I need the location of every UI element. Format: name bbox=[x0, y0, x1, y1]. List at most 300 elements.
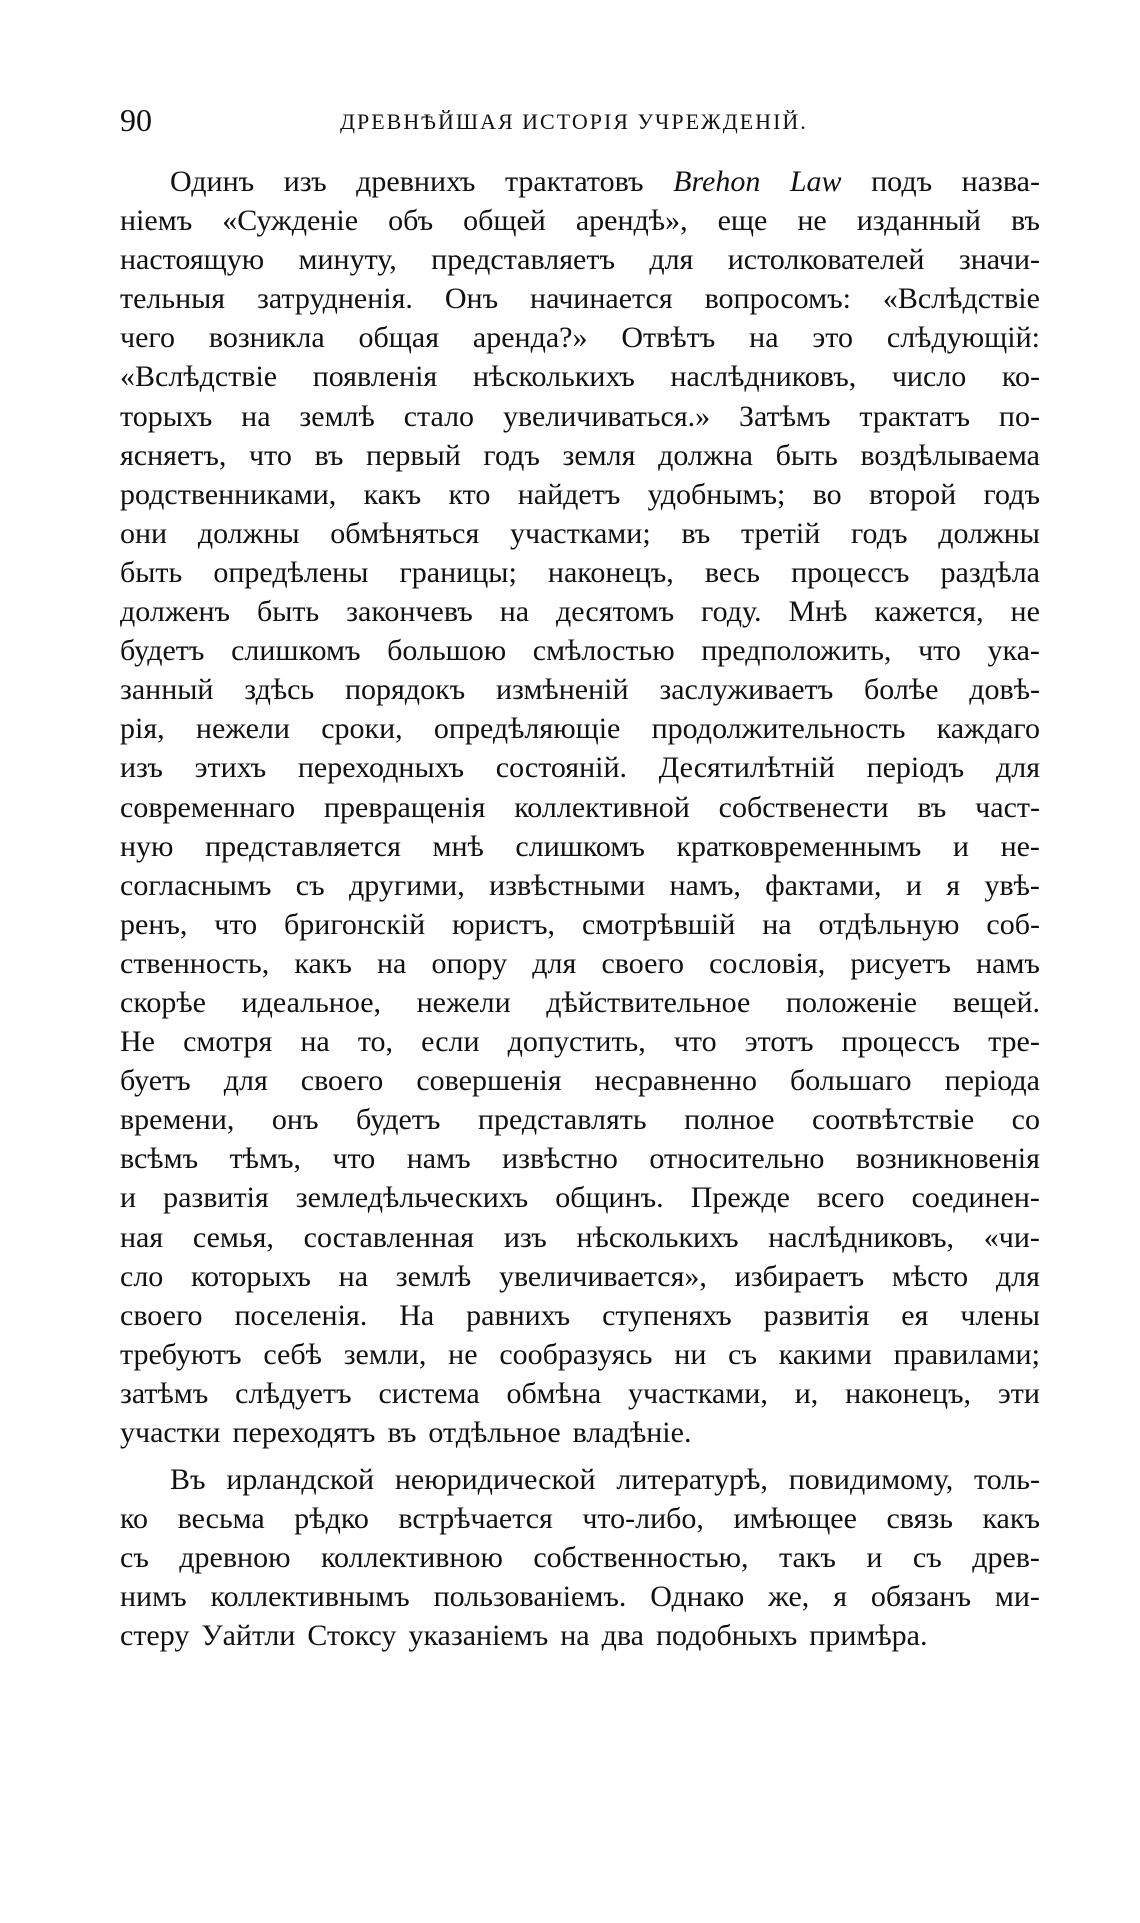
word: обмѣна bbox=[506, 1376, 602, 1410]
word: должны bbox=[197, 516, 300, 550]
word: будетъ bbox=[355, 1103, 441, 1137]
word: тельныя bbox=[120, 282, 226, 316]
word: съ bbox=[728, 1337, 757, 1371]
word: ни bbox=[674, 1337, 707, 1371]
word: не bbox=[1010, 595, 1040, 629]
word: процессъ bbox=[791, 555, 910, 589]
word: намъ bbox=[406, 1142, 471, 1176]
word: древ- bbox=[972, 1541, 1040, 1575]
word: затрудненія. bbox=[257, 282, 413, 316]
word: продолжительность bbox=[651, 712, 906, 746]
word: смотрѣвшій bbox=[581, 907, 736, 941]
word: же, bbox=[768, 1580, 810, 1614]
word: кто bbox=[448, 477, 491, 511]
word: согласнымъ bbox=[120, 868, 272, 902]
word: найдетъ bbox=[517, 477, 621, 511]
word: заслуживаетъ bbox=[659, 673, 834, 707]
word: толь- bbox=[974, 1463, 1040, 1497]
text-line bbox=[120, 1218, 1040, 1257]
word: бригонскій bbox=[284, 907, 426, 941]
word: возникла bbox=[208, 321, 325, 355]
word: возникновенія bbox=[855, 1142, 1040, 1176]
word: должна bbox=[658, 438, 753, 472]
word: тре- bbox=[988, 1025, 1040, 1059]
word: развитія bbox=[163, 1181, 269, 1215]
word: по- bbox=[998, 399, 1040, 433]
word: большаго bbox=[790, 1064, 912, 1098]
word: древнихъ bbox=[356, 165, 476, 198]
word: земледѣльческихъ bbox=[295, 1181, 529, 1215]
word: для bbox=[995, 751, 1040, 785]
word: обмѣняться bbox=[330, 516, 480, 550]
word: и bbox=[905, 868, 922, 902]
paragraph-gap bbox=[120, 1452, 1040, 1460]
text-line bbox=[120, 905, 1040, 944]
word: эти bbox=[997, 1376, 1040, 1410]
word: состояній. bbox=[495, 751, 628, 785]
word: не- bbox=[1000, 829, 1040, 863]
word: въ bbox=[1010, 204, 1040, 238]
word: что bbox=[918, 634, 961, 668]
word: представляетъ bbox=[431, 243, 615, 277]
word: переходныхъ bbox=[297, 751, 464, 785]
word: примѣра. bbox=[809, 1619, 928, 1653]
word: Однако bbox=[650, 1580, 745, 1614]
text-line bbox=[120, 1022, 1040, 1061]
word: какими bbox=[778, 1337, 872, 1371]
text-line bbox=[120, 1538, 1040, 1577]
text-line bbox=[120, 592, 1040, 631]
paragraph bbox=[120, 162, 1040, 1452]
word: то, bbox=[357, 1025, 394, 1059]
word: неюридической bbox=[394, 1463, 596, 1497]
word: трактатовъ bbox=[504, 165, 644, 198]
word: этихъ bbox=[194, 751, 267, 785]
word: современнаго bbox=[120, 790, 296, 824]
word: ея bbox=[901, 1298, 929, 1332]
word: правилами; bbox=[893, 1337, 1040, 1371]
text-line bbox=[120, 436, 1040, 475]
word: которыхъ bbox=[191, 1259, 311, 1293]
word: большою bbox=[387, 634, 507, 668]
text-line bbox=[120, 357, 1040, 396]
word: сообразуясь bbox=[499, 1337, 653, 1371]
word: имѣющее bbox=[733, 1502, 857, 1536]
word: должны bbox=[938, 516, 1040, 550]
word: землѣ bbox=[299, 399, 375, 433]
word: ука- bbox=[987, 634, 1040, 668]
page-header bbox=[120, 100, 1040, 140]
word: быть bbox=[257, 595, 320, 629]
word: несравненно bbox=[594, 1064, 757, 1098]
word: и bbox=[866, 1541, 883, 1575]
word: что bbox=[332, 1142, 376, 1176]
word: на bbox=[560, 1619, 590, 1653]
text-line bbox=[120, 1413, 1040, 1452]
word: «Вслѣдствіе bbox=[882, 282, 1040, 316]
word: минуту, bbox=[298, 243, 397, 277]
word: измѣненій bbox=[495, 673, 629, 707]
word: опредѣлены bbox=[213, 555, 369, 589]
word: земли, bbox=[343, 1337, 427, 1371]
word: встрѣчается bbox=[398, 1502, 553, 1536]
word: избираетъ bbox=[734, 1259, 865, 1293]
word: въ bbox=[681, 516, 711, 550]
text-line bbox=[120, 1061, 1040, 1100]
page-number: 90 bbox=[120, 102, 152, 138]
word: и, bbox=[794, 1376, 819, 1410]
word: удобнымъ; bbox=[647, 477, 786, 511]
word: своего bbox=[601, 946, 684, 980]
word: появленія bbox=[312, 360, 438, 394]
word: вопросомъ: bbox=[704, 282, 851, 316]
word: указаніемъ bbox=[408, 1619, 549, 1653]
word: увѣ- bbox=[984, 868, 1040, 902]
word: десятомъ bbox=[556, 595, 675, 629]
word: опредѣляющіе bbox=[433, 712, 621, 746]
word: объ bbox=[388, 204, 434, 238]
word: Одинъ bbox=[170, 165, 255, 198]
text-line bbox=[120, 1139, 1040, 1178]
word: вещей. bbox=[952, 985, 1040, 1019]
word: сословія, bbox=[709, 946, 826, 980]
word: подъ bbox=[871, 165, 933, 198]
text-line bbox=[120, 1374, 1040, 1413]
word: число bbox=[891, 360, 967, 394]
word: во bbox=[812, 477, 842, 511]
word: они bbox=[120, 516, 168, 550]
word: родственниками, bbox=[120, 477, 337, 511]
word: соотвѣтствіе bbox=[811, 1103, 975, 1137]
word: на bbox=[749, 321, 779, 355]
word: отдѣльное bbox=[428, 1416, 561, 1449]
word: ко bbox=[120, 1502, 149, 1536]
word: Уайтли bbox=[201, 1619, 296, 1653]
word: семья, bbox=[192, 1220, 274, 1254]
word: будетъ bbox=[120, 634, 205, 668]
word: ко- bbox=[1001, 360, 1040, 394]
word: каждаго bbox=[936, 712, 1040, 746]
text-line bbox=[120, 475, 1040, 514]
word: первый bbox=[366, 438, 461, 472]
word: мѣсто bbox=[891, 1259, 969, 1293]
word: ясняетъ, bbox=[120, 438, 227, 472]
word: предположить, bbox=[701, 634, 892, 668]
word: со bbox=[1011, 1103, 1040, 1137]
text-line bbox=[120, 318, 1040, 357]
word: фактами, bbox=[765, 868, 882, 902]
word: соб- bbox=[986, 907, 1040, 941]
word: и bbox=[952, 829, 969, 863]
word: земля bbox=[562, 438, 636, 472]
word: въ bbox=[387, 1416, 417, 1449]
word: извѣстными bbox=[489, 868, 646, 902]
word: «Сужденіе bbox=[222, 204, 359, 238]
word: быть bbox=[775, 438, 838, 472]
word: стеру bbox=[120, 1619, 190, 1653]
word: начинается bbox=[530, 282, 673, 316]
text-line bbox=[120, 1257, 1040, 1296]
word: намъ, bbox=[669, 868, 741, 902]
word: весьма bbox=[177, 1502, 265, 1536]
word: участки bbox=[120, 1416, 221, 1449]
word: превращенія bbox=[323, 790, 486, 824]
word: какъ bbox=[294, 946, 352, 980]
word: смѣлостью bbox=[532, 634, 675, 668]
word: Стоксу bbox=[307, 1619, 397, 1653]
word: наслѣдниковъ, bbox=[670, 360, 857, 394]
word: повидимому, bbox=[788, 1463, 954, 1497]
word: Не bbox=[120, 1025, 155, 1059]
word: увеличивается», bbox=[498, 1259, 707, 1293]
word: трактатъ bbox=[859, 399, 971, 433]
word: другими, bbox=[348, 868, 465, 902]
text-line bbox=[120, 709, 1040, 748]
word: литературѣ, bbox=[616, 1463, 768, 1497]
word: своего bbox=[300, 1064, 384, 1098]
word: древною bbox=[179, 1541, 291, 1575]
word: Brehon bbox=[673, 165, 761, 198]
word: нежели bbox=[195, 712, 290, 746]
word: члены bbox=[960, 1298, 1040, 1332]
word: чего bbox=[120, 321, 175, 355]
text-line bbox=[120, 1100, 1040, 1139]
body-text bbox=[120, 162, 1040, 1656]
word: част- bbox=[975, 790, 1040, 824]
word: съ bbox=[120, 1541, 149, 1575]
word: затѣмъ bbox=[120, 1376, 209, 1410]
word: на bbox=[300, 1025, 330, 1059]
word: «Вслѣдствіе bbox=[120, 360, 278, 394]
word: стало bbox=[403, 399, 475, 433]
word: наконецъ, bbox=[547, 555, 674, 589]
text-line bbox=[120, 1499, 1040, 1538]
word: изъ bbox=[283, 165, 327, 198]
word: арендѣ», bbox=[575, 204, 688, 238]
word: кажется, bbox=[874, 595, 984, 629]
text-line bbox=[120, 279, 1040, 318]
word: Десятилѣтній bbox=[658, 751, 835, 785]
word: извѣстно bbox=[502, 1142, 618, 1176]
word: процессъ bbox=[841, 1025, 960, 1059]
word: собственностью, bbox=[533, 1541, 749, 1575]
word: относительно bbox=[649, 1142, 825, 1176]
word: идеальное, bbox=[241, 985, 382, 1019]
word: Мнѣ bbox=[788, 595, 848, 629]
word: намъ bbox=[976, 946, 1040, 980]
word: связь bbox=[886, 1502, 953, 1536]
word: себѣ bbox=[263, 1337, 322, 1371]
word: поселенія. bbox=[234, 1298, 368, 1332]
word: весь bbox=[704, 555, 760, 589]
word: требуютъ bbox=[120, 1337, 242, 1371]
word: довѣ- bbox=[969, 673, 1040, 707]
word: нѣсколькихъ bbox=[576, 1220, 739, 1254]
word: если bbox=[421, 1025, 480, 1059]
word: нимъ bbox=[120, 1580, 187, 1614]
text-line bbox=[120, 397, 1040, 436]
word: равнихъ bbox=[466, 1298, 571, 1332]
word: землѣ bbox=[395, 1259, 472, 1293]
word: своего bbox=[120, 1298, 203, 1332]
word: для bbox=[649, 243, 694, 277]
word: владѣніе. bbox=[572, 1416, 692, 1449]
word: общая bbox=[358, 321, 440, 355]
word: съ bbox=[295, 868, 325, 902]
word: мнѣ bbox=[432, 829, 484, 863]
word: скорѣе bbox=[120, 985, 206, 1019]
word: ми- bbox=[994, 1580, 1040, 1614]
word: что bbox=[214, 907, 258, 941]
word: на bbox=[762, 907, 792, 941]
word: періодъ bbox=[866, 751, 965, 785]
word: слишкомъ bbox=[231, 634, 361, 668]
word: воздѣлываема bbox=[860, 438, 1040, 472]
word: назва- bbox=[961, 165, 1040, 198]
word: положеніе bbox=[785, 985, 918, 1019]
word: закончевъ bbox=[346, 595, 473, 629]
word: юристъ, bbox=[452, 907, 556, 941]
word: ренъ, bbox=[120, 907, 188, 941]
text-line bbox=[120, 788, 1040, 827]
word: ственность, bbox=[120, 946, 270, 980]
word: участками; bbox=[510, 516, 651, 550]
text-line bbox=[120, 944, 1040, 983]
text-line bbox=[120, 1616, 1040, 1655]
word: буетъ bbox=[120, 1064, 191, 1098]
word: кратковременнымъ bbox=[676, 829, 922, 863]
word: дѣйствительное bbox=[546, 985, 751, 1019]
word: коллективной bbox=[514, 790, 690, 824]
word: наслѣдниковъ, bbox=[768, 1220, 955, 1254]
word: это bbox=[812, 321, 853, 355]
word: годъ bbox=[983, 477, 1040, 511]
word: съ bbox=[912, 1541, 942, 1575]
word: на bbox=[338, 1259, 369, 1293]
text-line bbox=[120, 827, 1040, 866]
word: сло bbox=[120, 1259, 164, 1293]
word: здѣсь bbox=[244, 673, 315, 707]
word: въ bbox=[314, 438, 344, 472]
word: составленная bbox=[303, 1220, 475, 1254]
word: ирландской bbox=[226, 1463, 375, 1497]
word: третій bbox=[741, 516, 821, 550]
word: для bbox=[532, 946, 577, 980]
word: что bbox=[249, 438, 292, 472]
word: отдѣльную bbox=[818, 907, 960, 941]
word: ная bbox=[120, 1220, 164, 1254]
text-line bbox=[120, 983, 1040, 1022]
word: представлять bbox=[477, 1103, 647, 1137]
text-line bbox=[120, 1460, 1040, 1499]
word: болѣе bbox=[864, 673, 939, 707]
word: истолкователей bbox=[727, 243, 925, 277]
word: всего bbox=[817, 1181, 885, 1215]
word: переходятъ bbox=[232, 1416, 376, 1449]
word: ніемъ bbox=[120, 204, 193, 238]
word: настоящую bbox=[120, 243, 265, 277]
word: система bbox=[378, 1376, 480, 1410]
word: годъ bbox=[851, 516, 908, 550]
word: Отвѣтъ bbox=[621, 321, 716, 355]
word: не bbox=[448, 1337, 478, 1371]
text-line bbox=[120, 670, 1040, 709]
text-line bbox=[120, 553, 1040, 592]
word: всѣмъ bbox=[120, 1142, 199, 1176]
word: опору bbox=[431, 946, 508, 980]
word: изданный bbox=[856, 204, 981, 238]
word: второй bbox=[868, 477, 957, 511]
word: «чи- bbox=[983, 1220, 1040, 1254]
word: увеличиваться.» bbox=[502, 399, 711, 433]
word: я bbox=[833, 1580, 847, 1614]
word: допустить, bbox=[507, 1025, 646, 1059]
word: порядокъ bbox=[344, 673, 466, 707]
word: Онъ bbox=[444, 282, 499, 316]
word: коллективною bbox=[320, 1541, 503, 1575]
word: Въ bbox=[170, 1463, 206, 1497]
word: аренда?» bbox=[472, 321, 588, 355]
word: Прежде bbox=[690, 1181, 790, 1215]
word: еще bbox=[717, 204, 768, 238]
word: значи- bbox=[958, 243, 1040, 277]
word: такъ bbox=[779, 1541, 836, 1575]
word: торыхъ bbox=[120, 399, 213, 433]
word: не bbox=[797, 204, 827, 238]
word: тѣмъ, bbox=[229, 1142, 301, 1176]
text-line bbox=[120, 748, 1040, 787]
word: на bbox=[376, 946, 407, 980]
word: что-либо, bbox=[582, 1502, 704, 1536]
word: и bbox=[120, 1181, 137, 1215]
text-line bbox=[120, 1335, 1040, 1374]
text-line bbox=[120, 866, 1040, 905]
word: времени, bbox=[120, 1103, 235, 1137]
text-line bbox=[120, 514, 1040, 553]
word: на bbox=[241, 399, 271, 433]
word: году. bbox=[701, 595, 762, 629]
word: участками, bbox=[628, 1376, 768, 1410]
word: представляется bbox=[205, 829, 401, 863]
word: нѣсколькихъ bbox=[472, 360, 635, 394]
word: слѣдуетъ bbox=[235, 1376, 352, 1410]
text-line bbox=[120, 1577, 1040, 1616]
word: пользованіемъ. bbox=[433, 1580, 627, 1614]
text-line bbox=[120, 1296, 1040, 1335]
word: коллективнымъ bbox=[210, 1580, 410, 1614]
word: слѣдующій: bbox=[886, 321, 1040, 355]
word: подобныхъ bbox=[655, 1619, 798, 1653]
word: изъ bbox=[120, 751, 163, 785]
word: наконецъ, bbox=[845, 1376, 972, 1410]
word: На bbox=[399, 1298, 435, 1332]
word: общинъ. bbox=[555, 1181, 664, 1215]
word: этотъ bbox=[744, 1025, 814, 1059]
word: смотря bbox=[183, 1025, 273, 1059]
word: для bbox=[223, 1064, 268, 1098]
word: собственести bbox=[718, 790, 889, 824]
word: періода bbox=[944, 1064, 1040, 1098]
word: два bbox=[601, 1619, 644, 1653]
text-line bbox=[120, 201, 1040, 240]
word: ступеняхъ bbox=[602, 1298, 732, 1332]
word: границы; bbox=[399, 555, 517, 589]
running-title: ДРЕВНѢЙШАЯ ИСТОРІЯ УЧРЕЖДЕНІЙ. bbox=[340, 109, 808, 134]
text-line bbox=[120, 162, 1040, 201]
word: сроки, bbox=[321, 712, 403, 746]
text-line bbox=[120, 1178, 1040, 1217]
word: рѣдко bbox=[294, 1502, 369, 1536]
